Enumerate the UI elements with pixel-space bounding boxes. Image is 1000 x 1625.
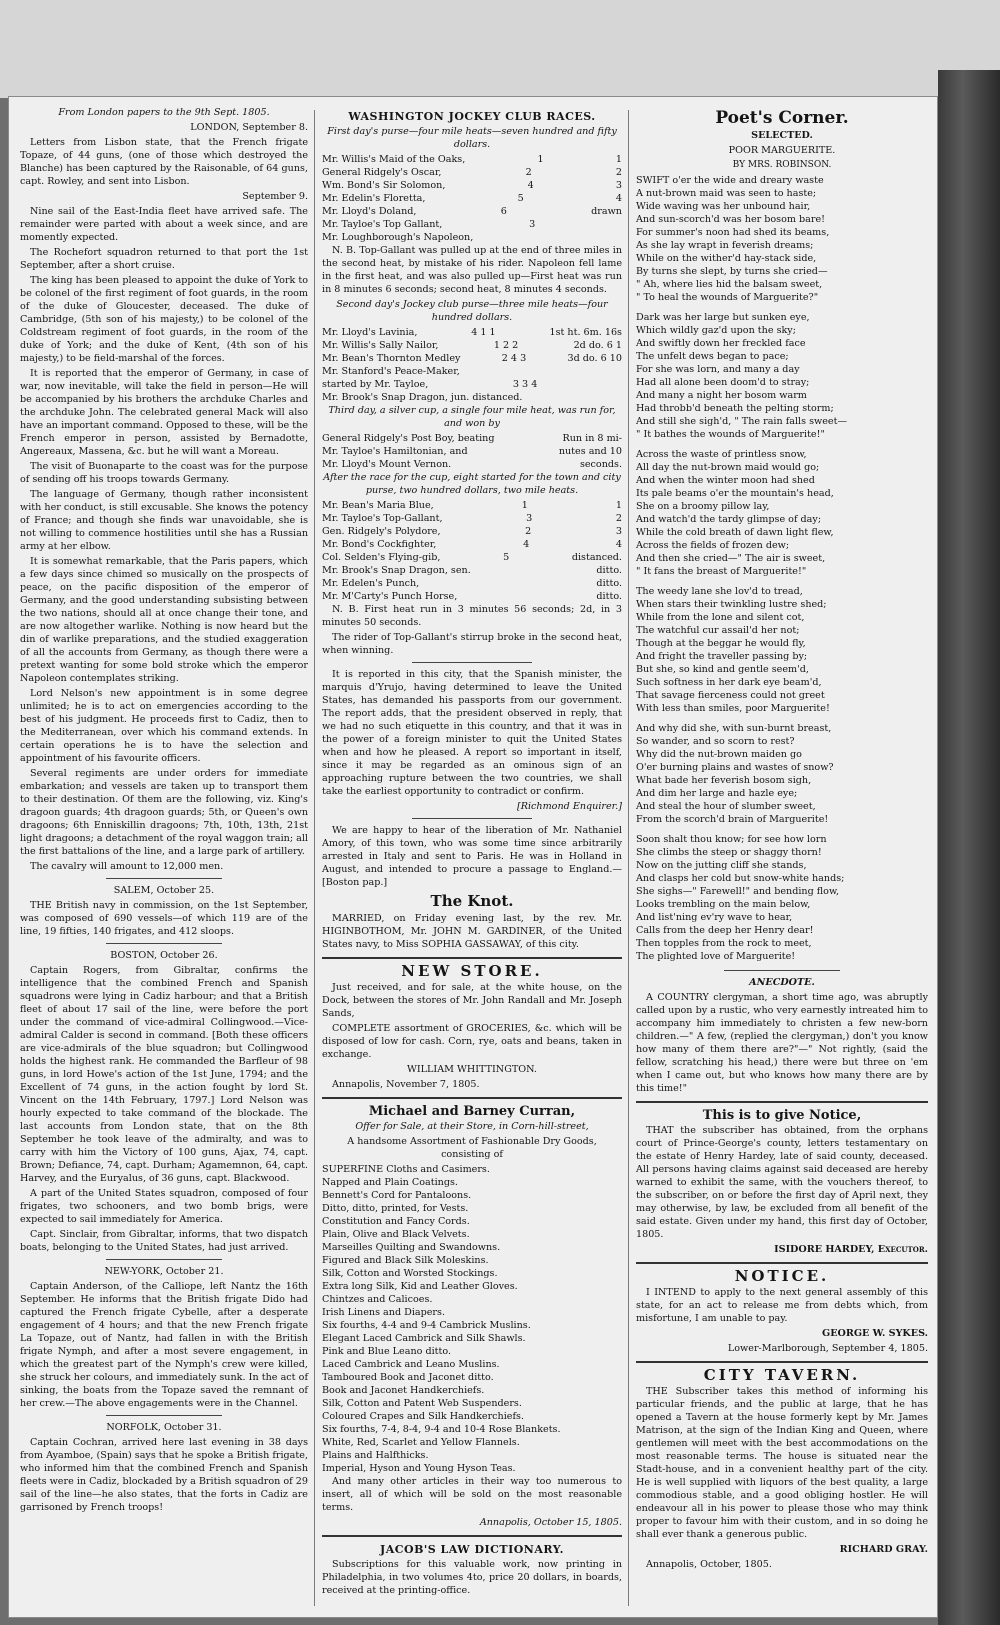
race-entry-h2: 4 <box>615 539 622 550</box>
section-rule <box>412 818 532 819</box>
poem-line: Now on the jutting cliff she stands, <box>636 860 807 871</box>
race-entry-row <box>322 538 622 551</box>
goods-item: Six fourths, 4-4 and 9-4 Cambrick Muslins. <box>322 1320 531 1331</box>
goods-item: Tamboured Book and Jaconet ditto. <box>322 1372 494 1383</box>
article-paragraph: It is reported in this city, that the Spanish minister, the marquis d'Yrujo, having determined to leave the United States, has demanded his passports from our government. The report adds, that the president observed in reply, that we had no such etiquette in this country, and that it was in the power of a foreign minister to quit the United States when and how he pleased. A report so important in itself, since it may be regarded as an ominous sign of an approaching rupture between the two countries, we shall take the earliest opportunity to contradict or confirm. <box>322 669 622 797</box>
curran-subheading: Offer for Sale, at their Store, in Corn-hill-street, <box>355 1121 589 1132</box>
race-entry-h2: 1 <box>615 154 622 165</box>
poem-line: She climbs the steep or shaggy thorn! <box>636 847 822 858</box>
race-entry-heats: 2 4 3 <box>501 353 527 364</box>
london-heading: LONDON, September 8. <box>190 122 308 133</box>
scan-top-margin <box>0 0 1000 98</box>
poem-stanza <box>636 448 928 578</box>
article-paragraph: Capt. Sinclair, from Gibraltar, informs, that two dispatch boats, belonging to the United States, had just arrived. <box>20 1229 308 1253</box>
race-entry-h1: 5 <box>503 552 510 563</box>
article-paragraph: A part of the United States squadron, composed of four frigates, two schooners, and two bomb brigs, were expected to sail immediately for America. <box>20 1188 308 1225</box>
poem-line: And swiftly down her freckled face <box>636 338 806 349</box>
race-day-intro: Second day's Jockey club purse—three mile heats—four hundred dollars. <box>336 299 608 323</box>
race-entry-name: Mr. Lloyd's Mount Vernon. <box>322 459 452 470</box>
race-entry-h2: ditto. <box>596 591 622 602</box>
poem-line: Had all alone been doom'd to stray; <box>636 377 810 388</box>
ad-paragraph: Subscriptions for this valuable work, now printing in Philadelphia, in two volumes 4to, price 20 dollars, in boards, received at the printing-office. <box>322 1559 622 1596</box>
race-entry-name: Mr. Bean's Thornton Medley <box>322 353 461 364</box>
race-entry-name: Mr. Willis's Maid of the Oaks, <box>322 154 466 165</box>
poem-line: And dim her large and hazle eye; <box>636 788 798 799</box>
article-paragraph: Captain Cochran, arrived here last evening in 38 days from Ayamboe, (Spain) says that he spoke a British frigate, who informed him that the combined French and Spanish fleets were in Cadiz, blockaded by a British squadron of 29 sail of the line—he also states, that the forts in Cadiz are garrisoned by French troops! <box>20 1437 308 1513</box>
date-subheading: September 9. <box>242 191 308 202</box>
knot-heading: The Knot. <box>430 892 514 910</box>
poem-line: Looks trembling on the main below, <box>636 899 811 910</box>
goods-item: Marseilles Quilting and Swandowns. <box>322 1242 501 1253</box>
race-entry-row <box>322 564 622 577</box>
ad-date: Annapolis, October 15, 1805. <box>479 1517 622 1528</box>
poem-line: By turns she slept, by turns she cried— <box>636 266 828 277</box>
poem-line: And many a night her bosom warm <box>636 390 807 401</box>
poem-line: While on the wither'd hay-stack side, <box>636 253 817 264</box>
race-entry-name: Mr. Tayloe's Top Gallant, <box>322 219 443 230</box>
poem-line: Across the fields of frozen dew; <box>636 540 790 551</box>
race-entry-row <box>322 166 622 179</box>
section-rule <box>106 943 221 944</box>
poem-line: Calls from the deep her Henry dear! <box>636 925 814 936</box>
ad-paragraph: Just received, and for sale, at the white house, on the Dock, between the stores of Mr. John Randall and Mr. Joseph Sands, <box>322 982 622 1019</box>
notice-date: Lower-Marlborough, September 4, 1805. <box>727 1343 928 1354</box>
race-entry-row <box>322 551 622 564</box>
race-results-day1 <box>322 153 622 244</box>
newyork-heading: NEW-YORK, October 21. <box>104 1266 224 1277</box>
race-note: The rider of Top-Gallant's stirrup broke in the second heat, when winning. <box>322 632 622 656</box>
tavern-heading: CITY TAVERN. <box>703 1366 861 1384</box>
poem-line: The watchful cur assail'd her not; <box>636 625 800 636</box>
ad-paragraph: And many other articles in their way too numerous to insert, all of which will be sold on the most reasonable terms. <box>322 1476 622 1513</box>
race-entry-h2: 2 <box>615 167 622 178</box>
notice-heading: This is to give Notice, <box>702 1108 862 1123</box>
column-divider <box>314 110 315 1606</box>
race-entry-row <box>322 577 622 590</box>
poem-body <box>636 174 928 963</box>
poem-line: Soon shalt thou know; for see how lorn <box>636 834 827 845</box>
notice-paragraph: THAT the subscriber has obtained, from the orphans court of Prince-George's county, letters testamentary on the estate of Henry Hardey, late of said county, deceased. All persons having claims against said deceased are hereby warned to exhibit the same, with the vouchers thereof, to the subscriber, on or before the first day of April next, they may otherwise, by law, be excluded from all benefit of the said estate. Given under my hand, this first day of October, 1805. <box>636 1125 928 1240</box>
race-entry-heats: 4 1 1 <box>471 327 496 338</box>
race-entry-h1: 5 <box>517 193 524 204</box>
race-entry-h1: 1 <box>521 500 528 511</box>
race-entry-row <box>322 205 622 218</box>
poem-line: " Ah, where lies hid the balsam sweet, <box>636 279 823 290</box>
race-entry-h2: 4 <box>615 193 622 204</box>
article-paragraph: Nine sail of the East-India fleet have arrived safe. The remainder were parted with about a week since, and are momently expected. <box>20 206 308 243</box>
race-entry-h1: 3 <box>526 513 533 524</box>
column-left <box>20 106 308 1516</box>
article-paragraph: The king has been pleased to appoint the duke of York to be colonel of the first regiment of foot guards, in the room of the duke of Gloucester, deceased. The duke of Cambridge, (5th son of his majesty,) to be colonel of the Coldstream regiment of foot guards, in the room of the duke of York; and the duke of Kent, (4th son of his majesty,) to be field-marshal of the forces. <box>20 275 308 364</box>
article-paragraph: Several regiments are under orders for immediate embarkation; and vessels are taken up to transport them to their destination. Of them are the following, viz. King's dragoon guards; 4th dragoon guards; 5th, or Queen's own dragoons; 6th Enniskillin dragoons; 7th, 10th, 13th, 21st light dragoons; a detachment of the royal waggon train; all the first battalions of the line, and a large park of artillery. <box>20 768 308 857</box>
article-paragraph: It is somewhat remarkable, that the Paris papers, which a few days since chimed so musically on the prospects of peace, on the pacific disposition of the emperor of Germany, and the good understanding subsisting between the two nations, should all at once change their tone, and are now altogether warlike. Nothing is now heard but the din of warlike preparations, and the studied exaggeration of all the accounts from Germany, as though there were a pretext wanting for some bold stroke which the emperor Napoleon contemplates striking. <box>20 556 308 684</box>
race-entry-row <box>322 445 622 458</box>
poem-line: " It bathes the wounds of Marguerite!" <box>636 429 825 440</box>
salem-heading: SALEM, October 25. <box>113 885 215 896</box>
race-note: N. B. Top-Gallant was pulled up at the end of three miles in the second heat, by mistake of his rider. Napoleon fell lame in the first heat, and was also pulled up—First heat was run in 8 minutes 6 seconds; second heat, 8 minutes 4 seconds. <box>322 245 622 295</box>
race-entry-row <box>322 590 622 603</box>
poem-stanza <box>636 174 928 304</box>
poem-line: All day the nut-brown maid would go; <box>636 462 820 473</box>
race-day-intro: First day's purse—four mile heats—seven hundred and fifty dollars. <box>327 126 617 150</box>
boston-heading: BOSTON, October 26. <box>110 950 218 961</box>
race-entry-heats: 3 3 4 <box>512 379 538 390</box>
race-entry-heats: 1 2 2 <box>493 340 519 351</box>
new-store-heading: NEW STORE. <box>401 962 543 980</box>
race-entry-h1: 4 <box>523 539 530 550</box>
race-entry-row <box>322 153 622 166</box>
goods-item: Book and Jaconet Handkerchiefs. <box>322 1385 485 1396</box>
poem-line: Then topples from the rock to meet, <box>636 938 812 949</box>
goods-item: Laced Cambrick and Leano Muslins. <box>322 1359 500 1370</box>
notice-signature: GEORGE W. SYKES. <box>822 1328 928 1339</box>
poem-line: Wide waving was her unbound hair, <box>636 201 811 212</box>
article-paragraph: The visit of Buonaparte to the coast was for the purpose of sending off his troops towards Germany. <box>20 461 308 485</box>
poem-line: While the cold breath of dawn light flew, <box>636 527 834 538</box>
goods-item: Silk, Cotton and Patent Web Suspenders. <box>322 1398 522 1409</box>
race-day-intro: After the race for the cup, eight started for the town and city purse, two hundred dollars, two mile heats. <box>323 472 621 496</box>
article-paragraph: The cavalry will amount to 12,000 men. <box>30 861 224 872</box>
race-entry-row <box>322 218 622 231</box>
curran-heading: Michael and Barney Curran, <box>368 1104 576 1119</box>
poem-line: Across the waste of printless snow, <box>636 449 807 460</box>
goods-item: Six fourths, 7-4, 8-4, 9-4 and 10-4 Rose Blankets. <box>322 1424 561 1435</box>
goods-item: Bennett's Cord for Pantaloons. <box>322 1190 472 1201</box>
race-entry-h1: 1 <box>537 154 544 165</box>
poem-line: And list'ning ev'ry wave to hear, <box>636 912 793 923</box>
ad-signature: WILLIAM WHITTINGTON. <box>407 1064 537 1075</box>
ad-rule <box>322 1097 622 1099</box>
goods-list <box>322 1163 622 1475</box>
race-entry-h1: 6 <box>500 206 507 217</box>
poem-stanza <box>636 833 928 963</box>
notice-paragraph: I INTEND to apply to the next general assembly of this state, for an act to release me from debts which, from misfortune, I am unable to pay. <box>636 1287 928 1324</box>
poem-line: And steal the hour of slumber sweet, <box>636 801 816 812</box>
poem-author: BY MRS. ROBINSON. <box>732 160 832 170</box>
race-entry-note: seconds. <box>579 459 622 470</box>
race-entry-name: Mr. M'Carty's Punch Horse, <box>322 591 458 602</box>
anecdote-paragraph: A COUNTRY clergyman, a short time ago, was abruptly called upon by a rustic, who very earnestly intreated him to accompany him immediately to christen a few new-born children.—" A few, (replied the clergyman,) don't you know how many of them there are?"—" Not rightly, (said the fellow, scratching his head,) there were but three on 'em when I came out, but who knows how many there are by this time!" <box>636 992 928 1094</box>
goods-item: Elegant Laced Cambrick and Silk Shawls. <box>322 1333 526 1344</box>
poem-line: And sun-scorch'd was her bosom bare! <box>636 214 825 225</box>
race-entry-row <box>322 231 622 244</box>
poets-corner-heading: Poet's Corner. <box>715 108 849 128</box>
poem-line: Its pale beams o'er the mountain's head, <box>636 488 834 499</box>
norfolk-heading: NORFOLK, October 31. <box>106 1422 222 1433</box>
ad-rule <box>636 1361 928 1363</box>
race-entry-row <box>322 179 622 192</box>
poem-line: But she, so kind and gentle seem'd, <box>636 664 809 675</box>
poem-line: And why did she, with sun-burnt breast, <box>636 723 832 734</box>
race-entry-row <box>322 339 622 352</box>
race-entry-h1: 3 <box>529 219 536 230</box>
race-entry-name: Mr. Stanford's Peace-Maker, <box>322 366 460 377</box>
goods-item: Pink and Blue Leano ditto. <box>322 1346 452 1357</box>
race-entry-name: Mr. Tayloe's Top-Gallant, <box>322 513 443 524</box>
newspaper-page <box>8 96 938 1618</box>
goods-item: Plains and Halfthicks. <box>322 1450 429 1461</box>
poem-line: And clasps her cold but snow-white hands; <box>636 873 845 884</box>
article-paragraph: Lord Nelson's new appointment is in some degree unlimited; he is to act on emergencies according to the best of his judgment. He proceeds first to Cadiz, then to the Mediterranean, over which his command extends. In certain operations he is to have the selection and appointment of his favourite officers. <box>20 688 308 764</box>
goods-item: Irish Linens and Diapers. <box>322 1307 445 1318</box>
anecdote-heading: ANECDOTE. <box>749 977 815 988</box>
ad-date: Annapolis, November 7, 1805. <box>332 1079 480 1090</box>
section-rule <box>106 878 221 879</box>
goods-item: Extra long Silk, Kid and Leather Gloves. <box>322 1281 518 1292</box>
poem-line: When stars their twinkling lustre shed; <box>636 599 827 610</box>
race-entry-row <box>322 391 622 404</box>
race-entry-h2: 3 <box>615 180 622 191</box>
poem-line: And still she sigh'd, " The rain falls sweet— <box>636 416 848 427</box>
race-entry-time: 1st ht. 6m. 16s <box>549 327 622 338</box>
tavern-paragraph: THE Subscriber takes this method of informing his particular friends, and the public at large, that he has opened a Tavern at the house formerly kept by Mr. James Matrison, at the sign of the Indian King and Queen, where gentlemen will meet with the best accommodations on the most reasonable terms. The house is situated near the Stadt-house, and in a convenient healthy part of the city. He is well supplied with liquors of the best quality, a large commodious stable, and a good obliging hostler. He will endeavour all in his power to please those who may think proper to favour him with their custom, and in so doing he shall ever thank a generous public. <box>636 1386 928 1540</box>
race-results-day3 <box>322 432 622 471</box>
poem-line: That savage fierceness could not greet <box>636 690 825 701</box>
poem-line: O'er burning plains and wastes of snow? <box>636 762 834 773</box>
race-results-day2 <box>322 326 622 404</box>
race-entry-h2: ditto. <box>596 578 622 589</box>
column-divider <box>628 110 629 1606</box>
article-paragraph: Captain Rogers, from Gibraltar, confirms the intelligence that the combined French and Spanish squadrons were lying in Cadiz harbour; and that a British fleet of about 17 sail of the line, were before the port under the command of vice-admiral Collingwood.—Vice-admiral Calder is second in command. [Both these officers are vice-admirals of the blue squadron; but Collingwood holds the highest rank. He commanded the Barfleur of 98 guns, in lord Howe's action of the 1st June, 1794; and the Excellent of 74 guns, in the action fought by lord St. Vincent on the 14th February, 1797.] Lord Nelson was hourly expected to take command of the blockade. The last accounts from London state, that on the 8th September he took leave of the admiralty, and was to carry with him the Victory of 100 guns, Ajax, 74, capt. Brown; Defiance, 74, capt. Durham; Agamemnon, 64, capt. Harvey, and the Euryalus, of 36 guns, capt. Blackwood. <box>20 965 308 1184</box>
poem-line: " To heal the wounds of Marguerite?" <box>636 292 819 303</box>
section-rule <box>106 1415 221 1416</box>
goods-item: Napped and Plain Coatings. <box>322 1177 458 1188</box>
poem-stanza <box>636 311 928 441</box>
ad-rule <box>322 957 622 959</box>
book-spine <box>938 70 1000 1625</box>
race-day-intro: Third day, a silver cup, a single four mile heat, was run for, and won by <box>328 405 616 429</box>
race-entry-name: Mr. Brook's Snap Dragon, sen. <box>322 565 471 576</box>
poem-line: The plighted love of Marguerite! <box>636 951 796 962</box>
race-entry-row <box>322 525 622 538</box>
race-entry-name: Wm. Bond's Sir Solomon, <box>322 180 446 191</box>
race-entry-note: nutes and 10 <box>558 446 622 457</box>
race-entry-time: 2d do. 6 1 <box>573 340 622 351</box>
race-entry-name: Mr. Lloyd's Doland, <box>322 206 417 217</box>
race-entry-name: started by Mr. Tayloe, <box>322 379 429 390</box>
poem-line: And watch'd the tardy glimpse of day; <box>636 514 822 525</box>
ad-rule <box>322 1535 622 1537</box>
poem-line: The unfelt dews began to pace; <box>636 351 789 362</box>
race-entry-h2: 2 <box>615 513 622 524</box>
race-entry-h2: 3 <box>615 526 622 537</box>
article-paragraph: We are happy to hear of the liberation of Mr. Nathaniel Amory, of this town, who was some time since arbitrarily arrested in Italy and sent to Paris. He was in Holland in August, and intended to procure a passage to England.—[Boston pap.] <box>322 825 622 888</box>
marriage-notice: MARRIED, on Friday evening last, by the rev. Mr. HIGINBOTHOM, Mr. JOHN M. GARDINER, of the United States navy, to Miss SOPHIA GASSAWAY, of this city. <box>322 913 622 950</box>
poem-line: Dark was her large but sunken eye, <box>636 312 810 323</box>
poem-line: A nut-brown maid was seen to haste; <box>636 188 817 199</box>
race-entry-row <box>322 432 622 445</box>
race-results-day4 <box>322 499 622 603</box>
goods-item: Figured and Black Silk Moleskins. <box>322 1255 489 1266</box>
race-entry-row <box>322 192 622 205</box>
race-entry-name: Mr. Edelin's Floretta, <box>322 193 426 204</box>
race-note: N. B. First heat run in 3 minutes 56 seconds; 2d, in 3 minutes 50 seconds. <box>322 604 622 628</box>
article-paragraph: The language of Germany, though rather inconsistent with her conduct, is still excusable. She knows the potency of France; and though she finds war unavoidable, she is not willing to commence hostilities until she has a Russian army at her elbow. <box>20 489 308 552</box>
race-entry-row <box>322 378 622 391</box>
notice-signature: ISIDORE HARDEY, Executor. <box>774 1244 928 1255</box>
ad-rule <box>636 1101 928 1103</box>
poem-line: As she lay wrapt in feverish dreams; <box>636 240 814 251</box>
tavern-date: Annapolis, October, 1805. <box>646 1559 772 1570</box>
tavern-signature: RICHARD GRAY. <box>839 1544 928 1555</box>
race-entry-h2: drawn <box>591 206 622 217</box>
race-entry-h2: distanced. <box>571 552 622 563</box>
poem-stanza <box>636 722 928 826</box>
poem-line: Had throbb'd beneath the pelting storm; <box>636 403 834 414</box>
goods-item: Coloured Crapes and Silk Handkerchiefs. <box>322 1411 524 1422</box>
poem-line: Such softness in her dark eye beam'd, <box>636 677 822 688</box>
race-entry-name: Mr. Loughborough's Napoleon, <box>322 232 474 243</box>
race-entry-name: Mr. Willis's Sally Nailor, <box>322 340 439 351</box>
poem-line: And then she cried—" The air is sweet, <box>636 553 826 564</box>
goods-item: Chintzes and Calicoes. <box>322 1294 433 1305</box>
notice2-heading: NOTICE. <box>734 1267 830 1285</box>
poem-stanza <box>636 585 928 715</box>
poem-line: So wander, and so scorn to rest? <box>636 736 795 747</box>
race-entry-name: Mr. Lloyd's Lavinia, <box>322 327 418 338</box>
column-middle <box>322 106 622 1599</box>
race-entry-name: General Ridgely's Oscar, <box>322 167 442 178</box>
article-paragraph: Letters from Lisbon state, that the French frigate Topaze, of 44 guns, (one of those which destroyed the Blanche) has been captured by the Raisonable, of 64 guns, capt. Rowley, and sent into Lisbon. <box>20 137 308 187</box>
race-entry-h2: ditto. <box>596 565 622 576</box>
poem-line: And when the winter moon had shed <box>636 475 815 486</box>
poem-title: POOR MARGUERITE. <box>728 145 836 156</box>
jockey-club-heading: WASHINGTON JOCKEY CLUB RACES. <box>348 110 596 123</box>
race-entry-h1: 4 <box>527 180 534 191</box>
section-rule <box>724 970 841 971</box>
section-rule <box>106 1259 221 1260</box>
goods-item: SUPERFINE Cloths and Casimers. <box>322 1164 490 1175</box>
poem-line: SWIFT o'er the wide and dreary waste <box>636 175 824 186</box>
race-entry-row <box>322 365 622 378</box>
goods-item: Ditto, ditto, printed, for Vests. <box>322 1203 469 1214</box>
poem-line: For summer's noon had shed its beams, <box>636 227 830 238</box>
article-paragraph: THE British navy in commission, on the 1st September, was composed of 690 vessels—of which 119 are of the line, 19 fifties, 140 frigates, and 412 sloops. <box>20 900 308 937</box>
ad-paragraph: COMPLETE assortment of GROCERIES, &c. which will be disposed of low for cash. Corn, rye, oats and beans, taken in exchange. <box>322 1023 622 1060</box>
poem-line: What bade her feverish bosom sigh, <box>636 775 812 786</box>
goods-item: Silk, Cotton and Worsted Stockings. <box>322 1268 498 1279</box>
section-rule <box>412 662 532 663</box>
poem-line: The weedy lane she lov'd to tread, <box>636 586 803 597</box>
jacob-heading: JACOB'S LAW DICTIONARY. <box>380 1543 564 1556</box>
article-paragraph: The Rochefort squadron returned to that port the 1st September, after a short cruise. <box>20 247 308 271</box>
race-entry-name: Gen. Ridgely's Polydore, <box>322 526 441 537</box>
dateline: From London papers to the 9th Sept. 1805. <box>58 107 270 118</box>
race-entry-h1: 2 <box>525 167 532 178</box>
source-credit: [Richmond Enquirer.] <box>517 801 622 812</box>
race-entry-name: General Ridgely's Post Boy, beating <box>322 433 495 444</box>
race-entry-note: Run in 8 mi- <box>562 433 622 444</box>
goods-item: White, Red, Scarlet and Yellow Flannels. <box>322 1437 520 1448</box>
poem-line: Though at the beggar he would fly, <box>636 638 806 649</box>
poem-line: While from the lone and silent cot, <box>636 612 805 623</box>
selected-label: SELECTED. <box>751 130 813 141</box>
poem-line: She sighs—" Farewell!" and bending flow, <box>636 886 840 897</box>
poem-line: From the scorch'd brain of Marguerite! <box>636 814 829 825</box>
poem-line: " It fans the breast of Marguerite!" <box>636 566 807 577</box>
poem-line: She on a broomy pillow lay, <box>636 501 770 512</box>
race-entry-row <box>322 352 622 365</box>
ad-rule <box>636 1262 928 1264</box>
poem-line: And fright the traveller passing by; <box>636 651 808 662</box>
race-entry-name: Mr. Bond's Cockfighter, <box>322 539 437 550</box>
race-entry-name: Mr. Tayloe's Hamiltonian, and <box>322 446 468 457</box>
race-entry-name: Mr. Brook's Snap Dragon, jun. distanced. <box>322 392 523 403</box>
poem-line: For she was lorn, and many a day <box>636 364 800 375</box>
race-entry-row <box>322 512 622 525</box>
race-entry-row <box>322 458 622 471</box>
race-entry-time: 3d do. 6 10 <box>567 353 622 364</box>
race-entry-h2: 1 <box>615 500 622 511</box>
race-entry-row <box>322 499 622 512</box>
race-entry-name: Mr. Edelen's Punch, <box>322 578 420 589</box>
curran-subheading: A handsome Assortment of Fashionable Dry Goods, consisting of <box>347 1136 597 1160</box>
column-right <box>636 106 928 1573</box>
race-entry-name: Mr. Bean's Maria Blue, <box>322 500 434 511</box>
poem-line: Which wildly gaz'd upon the sky; <box>636 325 796 336</box>
poem-line: With less than smiles, poor Marguerite! <box>636 703 830 714</box>
article-paragraph: Captain Anderson, of the Calliope, left Nantz the 16th September. He informs that the British frigate Dido had captured the French frigate Cybelle, after a desperate engagement of 4 hours; and that the new French frigate La Topaze, out of Nantz, had fallen in with the British frigate Nymph, and after a most severe engagement, in which the greatest part of the Nymph's crew were killed, she struck her colours, and immediately sunk. In the act of sinking, the boats from the Topaze saved the remnant of her crew.—The above engagements were in the Channel. <box>20 1281 308 1409</box>
race-entry-name: Col. Selden's Flying-gib, <box>322 552 441 563</box>
poem-line: Why did the nut-brown maiden go <box>636 749 802 760</box>
article-paragraph: It is reported that the emperor of Germany, in case of war, now inevitable, will take the field in person—He will be accompanied by his brothers the archduke Charles and the archduke John. The celebrated general Mack will also have an important command. Opposed to these, will be the French emperor in person, assisted by Bernadotte, Angereaux, Massena, &c. but he will want a Moreau. <box>20 368 308 457</box>
race-entry-row <box>322 326 622 339</box>
goods-item: Constitution and Fancy Cords. <box>322 1216 470 1227</box>
goods-item: Plain, Olive and Black Velvets. <box>322 1229 470 1240</box>
race-entry-h1: 2 <box>525 526 532 537</box>
goods-item: Imperial, Hyson and Young Hyson Teas. <box>322 1463 516 1474</box>
